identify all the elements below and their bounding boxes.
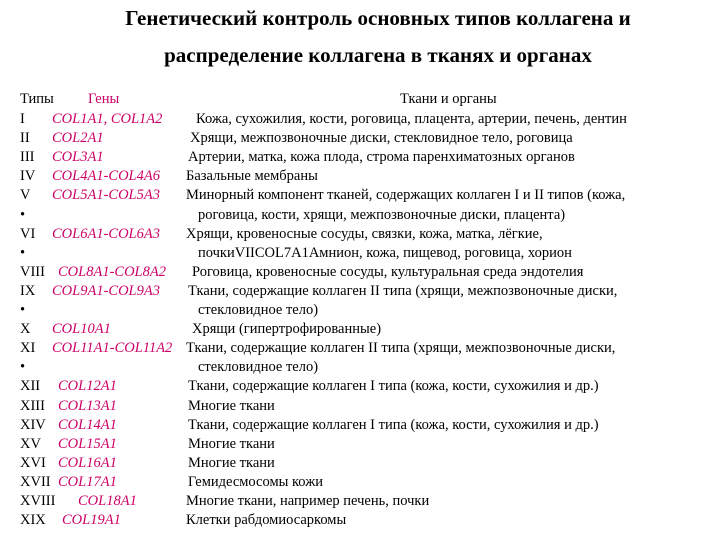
page-title-line-1: Генетический контроль основных типов коллагена и [125,6,631,30]
column-header-genes: Гены [88,91,120,107]
tissue-description: Ткани, содержащие коллаген II типа (хрящи, межпозвоночные диски, [188,282,618,299]
tissue-description: Многие ткани [188,397,275,414]
table-row [0,339,720,358]
column-header-types: Типы [20,91,54,107]
gene-name: COL5A1-COL5A3 [52,187,160,204]
table-row [0,377,720,396]
tissue-description: Хрящи, кровеносные сосуды, связки, кожа, матка, лёгкие, [186,225,543,242]
tissue-description: Ткани, содержащие коллаген II типа (хрящи, межпозвоночные диски, [186,340,616,357]
gene-name: COL17A1 [58,473,117,490]
collagen-type-number: I [20,111,25,127]
gene-name: COL4A1-COL4A6 [52,168,160,185]
tissue-description: Ткани, содержащие коллаген I типа (кожа, кости, сухожилия и др.) [188,378,599,395]
tissue-description: Гемидесмосомы кожи [188,473,323,490]
gene-name: COL6A1-COL6A3 [52,225,160,242]
tissue-description: роговица, кости, хрящи, межпозвоночные диски, плацента) [198,206,566,223]
collagen-type-number: XIV [20,416,46,433]
collagen-type-number: II [20,130,30,147]
collagen-type-number: IX [20,282,36,299]
gene-name: COL14A1 [58,416,117,433]
table-row [0,167,720,186]
table-row [0,511,720,530]
column-header-tissues: Ткани и органы [400,91,497,107]
gene-name: COL12A1 [58,378,117,395]
tissue-description: Хрящи (гипертрофированные) [192,321,382,338]
table-row [0,206,720,225]
table-row [0,282,720,301]
tissue-description: Базальные мембраны [186,168,318,185]
tissue-description: Клетки рабдомиосаркомы [186,512,347,529]
gene-name: COL16A1 [58,454,117,471]
collagen-type-number: VIII [20,263,45,280]
collagen-type-number: XV [20,435,41,452]
collagen-type-number: • [20,302,26,318]
table-row [0,473,720,492]
gene-name: COL11A1-COL11A2 [52,340,173,357]
tissue-description: Хрящи, межпозвоночные диски, стекловидное тело, роговица [190,130,573,147]
gene-name: COL10A1 [52,321,111,338]
collagen-type-number: IV [20,168,36,185]
gene-name: COL8A1-COL8A2 [58,263,166,280]
collagen-type-number: XVII [20,473,51,490]
collagen-type-number: • [20,359,26,376]
gene-name: COL18A1 [78,493,137,509]
tissue-description: Кожа, сухожилия, кости, роговица, плацента, артерии, печень, дентин [196,111,627,127]
collagen-type-number: XIII [20,397,45,414]
gene-name: COL1A1, COL1A2 [52,111,163,127]
tissue-description: Минорный компонент тканей, содержащих коллаген I и II типов (кожа, [186,187,626,204]
table-row [0,186,720,205]
tissue-description: почкиVIICOL7A1Амнион, кожа, пищевод, роговица, хорион [198,244,572,261]
collagen-type-number: XI [20,340,36,357]
collagen-type-number: V [20,187,31,204]
gene-name: COL15A1 [58,435,117,452]
collagen-type-number: X [20,321,31,338]
table-row [0,263,720,282]
table-row [0,397,720,416]
tissue-description: стекловидное тело) [198,359,319,376]
gene-name: COL2A1 [52,130,104,147]
collagen-type-number: XII [20,378,41,395]
collagen-type-number: XVIII [20,493,56,509]
tissue-description: Ткани, содержащие коллаген I типа (кожа, кости, сухожилия и др.) [188,416,599,433]
table-row [0,454,720,473]
table-row [0,244,720,263]
gene-name: COL19A1 [62,512,121,529]
tissue-description: Роговица, кровеносные сосуды, культуральная среда эндотелия [192,263,584,280]
table-row [0,320,720,339]
gene-name: COL3A1 [52,149,104,166]
table-row [0,358,720,377]
table-row [0,129,720,148]
table-row [0,416,720,435]
tissue-description: стекловидное тело) [198,302,319,318]
table-row [0,435,720,454]
table-row [0,492,720,511]
page-title-line-2: распределение коллагена в тканях и органах [164,43,592,67]
collagen-type-number: • [20,244,26,261]
tissue-description: Многие ткани, например печень, почки [186,493,430,509]
collagen-type-number: III [20,149,35,166]
table-row [0,110,720,129]
gene-name: COL9A1-COL9A3 [52,282,160,299]
collagen-type-number: • [20,206,26,223]
gene-name: COL13A1 [58,397,117,414]
collagen-type-number: XIX [20,512,46,529]
tissue-description: Многие ткани [188,435,275,452]
collagen-type-number: VI [20,225,36,242]
collagen-type-number: XVI [20,454,46,471]
table-row [0,301,720,320]
table-row [0,225,720,244]
tissue-description: Многие ткани [188,454,275,471]
tissue-description: Артерии, матка, кожа плода, строма паренхиматозных органов [188,149,575,166]
table-row [0,148,720,167]
